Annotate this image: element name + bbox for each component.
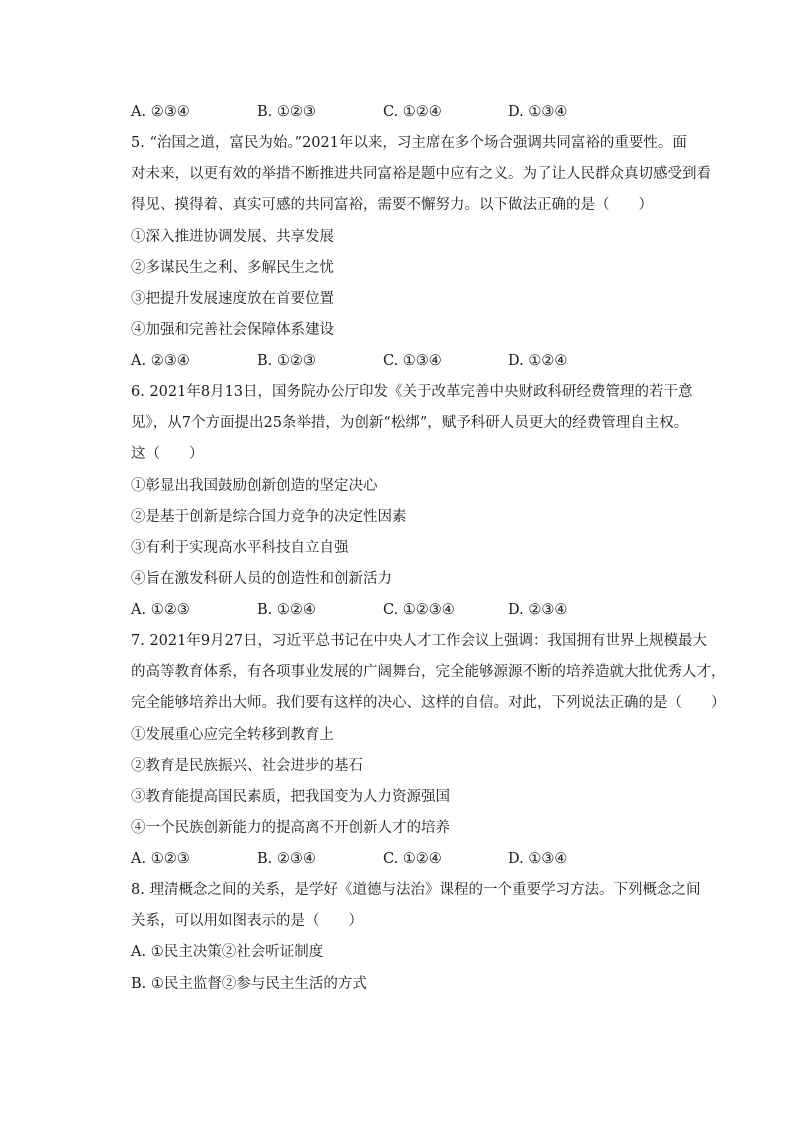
- q7-option-c: C. ①②④: [383, 851, 442, 867]
- q6-option-c: C. ①②③④: [383, 602, 455, 618]
- q5-stem-line-1: 5. “治国之道，富民为始。”2021年以来，习主席在多个场合强调共同富裕的重要性。面: [131, 135, 687, 151]
- q5-option-a: A. ②③④: [131, 353, 190, 369]
- q4-option-d: D. ①③④: [508, 104, 568, 120]
- q4-option-b: B. ①②③: [257, 104, 316, 120]
- q8-choice-a: A. ①民主决策②社会听证制度: [131, 944, 324, 960]
- q7-stem-line-3: 完全能够培养出大师。我们要有这样的决心、这样的自信。对此，下列说法正确的是（ ）: [131, 695, 726, 711]
- q8-stem-line-2: 关系，可以用如图表示的是（ ）: [131, 913, 363, 929]
- q5-option-b: B. ①②③: [257, 353, 316, 369]
- q7-option-d: D. ①③④: [508, 851, 568, 867]
- q5-stem-line-2: 对未来，以更有效的举措不断推进共同富裕是题中应有之义。为了让人民群众真切感受到看: [131, 166, 711, 182]
- q6-option-b: B. ①②④: [257, 602, 316, 618]
- q4-options: [131, 101, 691, 123]
- q5-item-3: ③把提升发展速度放在首要位置: [131, 291, 334, 307]
- q5-item-2: ②多谋民生之利、多解民生之忧: [131, 260, 334, 276]
- q6-stem-line-1: 6. 2021年8月13日，国务院办公厅印发《关于改革完善中央财政科研经费管理的若干意: [131, 384, 693, 400]
- q6-option-d: D. ②③④: [508, 602, 568, 618]
- q7-stem-line-2: 的高等教育体系，有各项事业发展的广阔舞台，完全能够源源不断的培养造就大批优秀人才，: [131, 664, 726, 680]
- q5-stem-line-3: 得见、摸得着、真实可感的共同富裕，需要不懈努力。以下做法正确的是（ ）: [131, 197, 653, 213]
- q6-options: [131, 599, 691, 621]
- q7-options: [131, 848, 691, 870]
- q5-item-4: ④加强和完善社会保障体系建设: [131, 322, 334, 338]
- q4-option-a: A. ②③④: [131, 104, 190, 120]
- q4-option-c: C. ①②④: [383, 104, 442, 120]
- q7-item-4: ④一个民族创新能力的提高离不开创新人才的培养: [131, 820, 450, 836]
- q6-stem-line-3: 这（ ）: [131, 446, 204, 462]
- q6-item-2: ②是基于创新是综合国力竞争的决定性因素: [131, 509, 407, 525]
- q6-item-3: ③有利于实现高水平科技自立自强: [131, 540, 349, 556]
- q7-item-3: ③教育能提高国民素质，把我国变为人力资源强国: [131, 789, 450, 805]
- q7-stem-line-1: 7. 2021年9月27日，习近平总书记在中央人才工作会议上强调：我国拥有世界上规模最大: [131, 633, 708, 649]
- q6-item-1: ①彰显出我国鼓励创新创造的坚定决心: [131, 478, 378, 494]
- q6-stem-line-2: 见》，从7个方面提出25条举措，为创新“松绑”，赋予科研人员更大的经费管理自主权。: [131, 415, 689, 431]
- q5-item-1: ①深入推进协调发展、共享发展: [131, 229, 334, 245]
- q7-item-1: ①发展重心应完全转移到教育上: [131, 727, 334, 743]
- q7-item-2: ②教育是民族振兴、社会进步的基石: [131, 758, 363, 774]
- q7-option-a: A. ①②③: [131, 851, 190, 867]
- q6-item-4: ④旨在激发科研人员的创造性和创新活力: [131, 571, 392, 587]
- q5-option-d: D. ①②④: [508, 353, 568, 369]
- q5-option-c: C. ①③④: [383, 353, 442, 369]
- q8-choice-b: B. ①民主监督②参与民主生活的方式: [131, 976, 367, 992]
- q7-option-b: B. ②③④: [257, 851, 316, 867]
- q5-options: [131, 350, 691, 372]
- q8-stem-line-1: 8. 理清概念之间的关系，是学好《道德与法治》课程的一个重要学习方法。下列概念之间: [131, 882, 701, 898]
- q6-option-a: A. ①②③: [131, 602, 190, 618]
